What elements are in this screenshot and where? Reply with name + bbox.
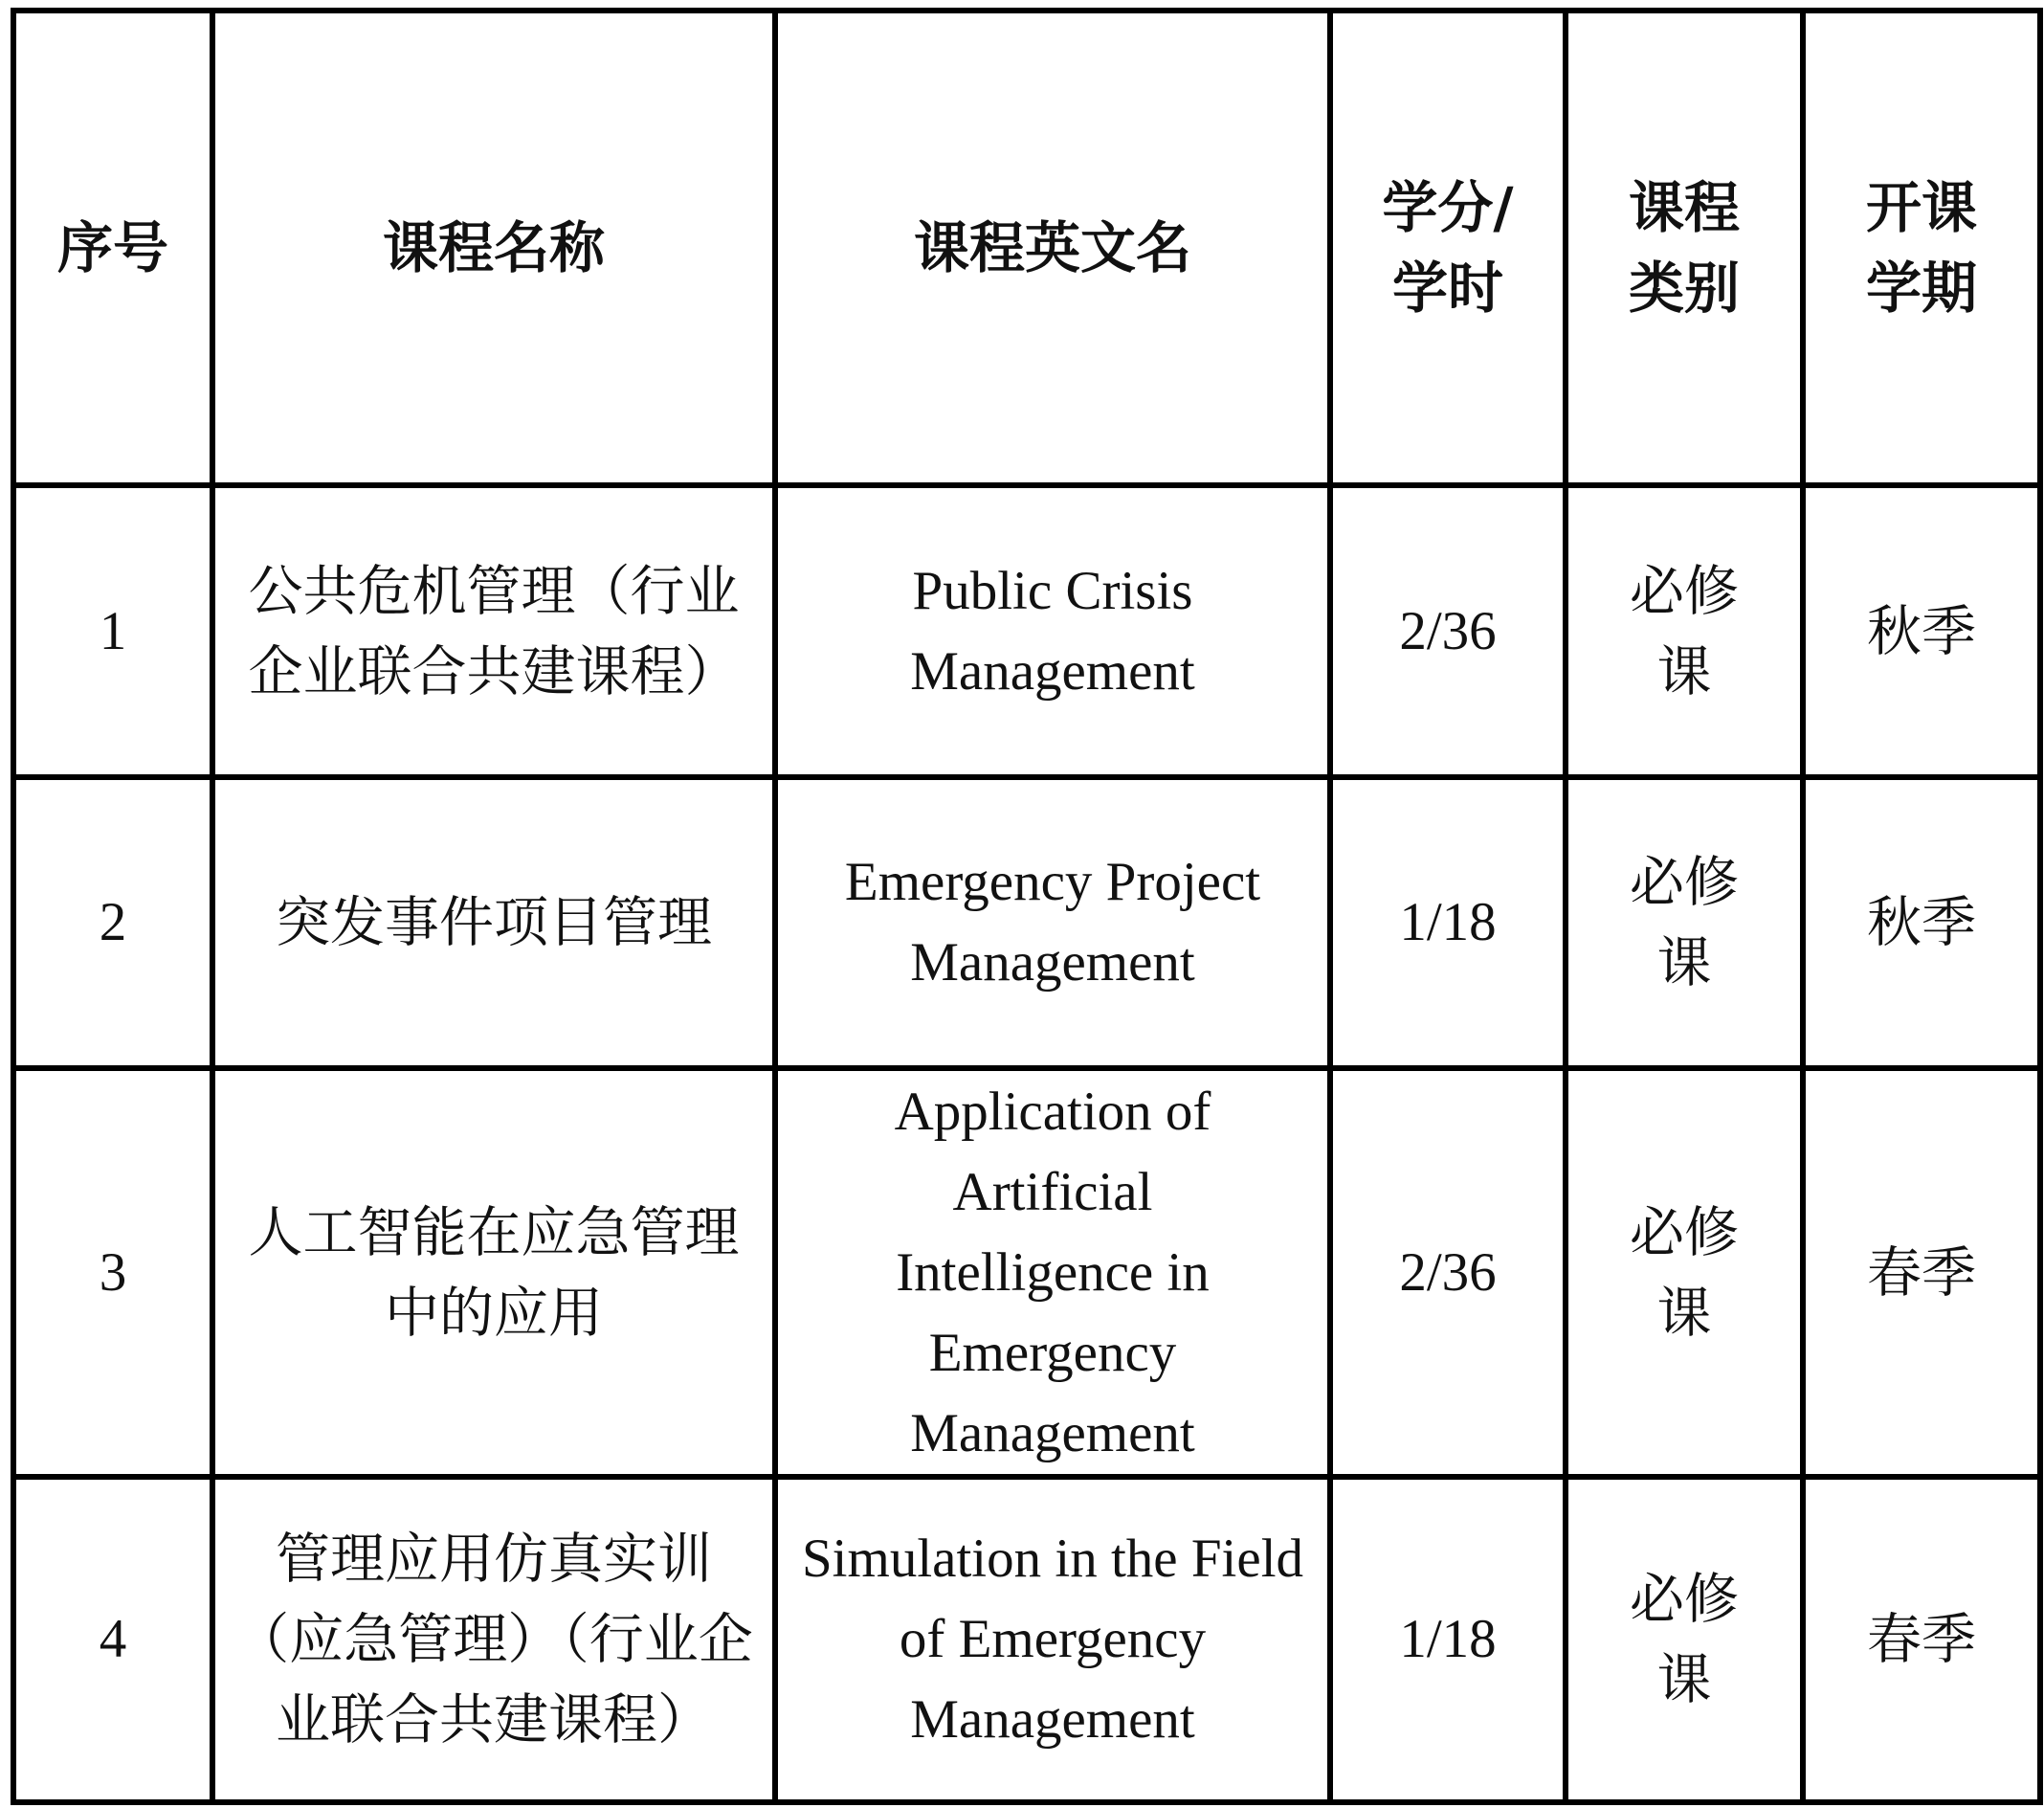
row-course-category: 必修课 [1566,1477,1803,1802]
header-credits-hours: 学分/ 学时 [1330,11,1566,485]
row-course-name: 管理应用仿真实训（应急管理）（行业企业联合共建课程） [212,1477,775,1802]
row-index: 4 [13,1477,212,1802]
row-index: 2 [13,777,212,1068]
header-course-english-name: 课程英文名 [775,11,1330,485]
row-semester: 秋季 [1803,777,2040,1068]
row-course-name: 人工智能在应急管理中的应用 [212,1068,775,1477]
header-index: 序号 [13,11,212,485]
row-semester: 春季 [1803,1068,2040,1477]
header-course-category: 课程 类别 [1566,11,1803,485]
row-credits-hours: 2/36 [1330,1068,1566,1477]
row-course-name: 突发事件项目管理 [212,777,775,1068]
row-course-english-name: Simulation in the Field of Emergency Management [775,1477,1330,1802]
table-row [13,485,2040,777]
row-credits-hours: 1/18 [1330,777,1566,1068]
row-credits-hours: 1/18 [1330,1477,1566,1802]
row-course-english-name: Application of Artificial Intelligence in Emergency Management [775,1068,1330,1477]
header-semester: 开课 学期 [1803,11,2040,485]
row-index: 3 [13,1068,212,1477]
row-credits-hours: 2/36 [1330,485,1566,777]
row-course-english-name: Emergency Project Management [775,777,1330,1068]
row-course-category: 必修课 [1566,485,1803,777]
row-course-category: 必修课 [1566,1068,1803,1477]
row-course-category: 必修课 [1566,777,1803,1068]
table-row [13,777,2040,1068]
row-semester: 秋季 [1803,485,2040,777]
row-course-english-name: Public Crisis Management [775,485,1330,777]
row-index: 1 [13,485,212,777]
row-course-name: 公共危机管理（行业企业联合共建课程） [212,485,775,777]
header-course-name: 课程名称 [212,11,775,485]
table-row [13,1068,2040,1477]
row-semester: 春季 [1803,1477,2040,1802]
table-row [13,1477,2040,1802]
header-row [13,11,2040,485]
course-table [11,8,2043,1805]
